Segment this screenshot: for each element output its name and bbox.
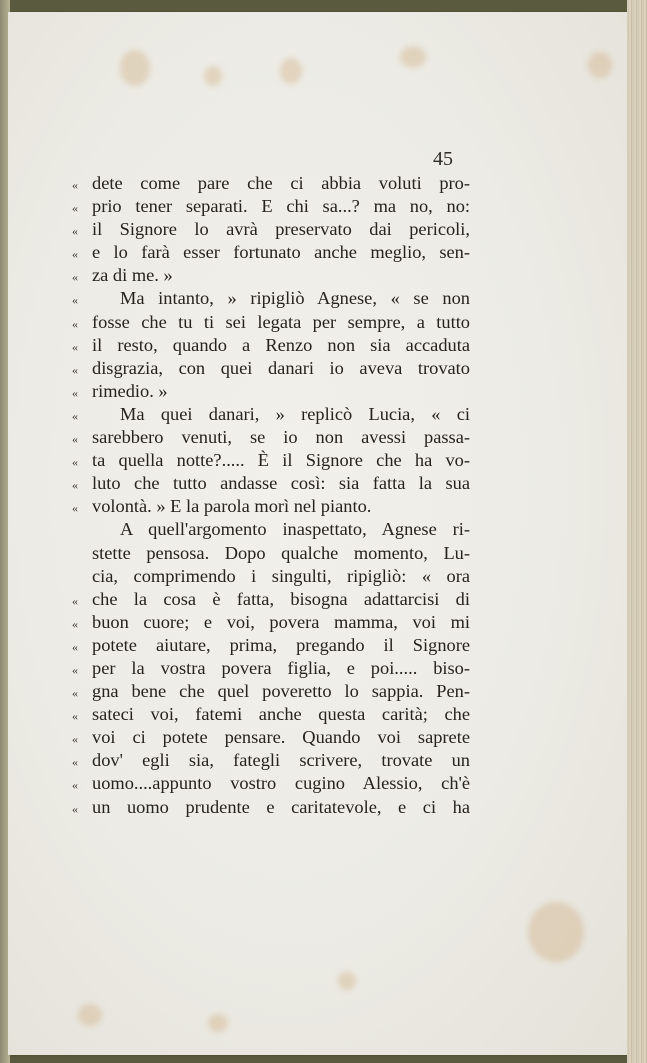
quote-marker: « [72, 270, 78, 285]
foxing-stain [400, 46, 426, 68]
text-line [72, 703, 470, 726]
line-text: A quell'argomento inaspettato, Agnese ri- [120, 519, 470, 540]
line-text: voi ci potete pensare. Quando voi saprete [92, 727, 470, 748]
line-text: Ma quei danari, » replicò Lucia, « ci [120, 403, 470, 424]
quote-marker: « [72, 247, 78, 262]
text-line [72, 472, 470, 495]
line-text: uomo....appunto vostro cugino Alessio, ch'è [92, 773, 470, 794]
page-edges [627, 0, 647, 1063]
line-text: rimedio. » [92, 380, 168, 401]
quote-marker: « [72, 316, 78, 331]
quote-marker: « [72, 339, 78, 354]
quote-marker: « [72, 755, 78, 770]
text-line [72, 565, 470, 588]
line-text: sateci voi, fatemi anche questa carità; che [92, 704, 470, 725]
foxing-stain [204, 66, 222, 86]
quote-marker: « [72, 501, 78, 516]
foxing-stain [78, 1004, 102, 1026]
text-line [72, 796, 470, 819]
foxing-stain [528, 902, 584, 962]
line-text: un uomo prudente e caritatevole, e ci ha [92, 796, 470, 817]
line-text: e lo farà esser fortunato anche meglio, sen- [92, 242, 470, 263]
text-line [72, 195, 470, 218]
line-text: ta quella notte?..... È il Signore che ha vo- [92, 450, 470, 471]
text-line [72, 772, 470, 795]
text-line [72, 611, 470, 634]
quote-marker: « [72, 455, 78, 470]
line-text: dov' egli sia, fategli scrivere, trovate un [92, 750, 470, 771]
quote-marker: « [72, 201, 78, 216]
text-line [72, 287, 470, 310]
quote-marker: « [72, 408, 78, 423]
foxing-stain [208, 1014, 228, 1032]
text-line [72, 749, 470, 772]
text-line [72, 634, 470, 657]
foxing-stain [280, 58, 302, 84]
text-line [72, 264, 470, 287]
foxing-stain [120, 50, 150, 86]
foxing-stain [588, 52, 612, 78]
quote-marker: « [72, 639, 78, 654]
text-line [72, 495, 470, 518]
line-text: buon cuore; e voi, povera mamma, voi mi [92, 611, 470, 632]
text-line [72, 218, 470, 241]
line-text: Ma intanto, » ripigliò Agnese, « se non [120, 288, 470, 309]
line-text: fosse che tu ti sei legata per sempre, a tutto [92, 311, 470, 332]
quote-marker: « [72, 432, 78, 447]
quote-marker: « [72, 686, 78, 701]
line-text: sarebbero venuti, se io non avessi passa- [92, 427, 470, 448]
quote-marker: « [72, 178, 78, 192]
line-text: il Signore lo avrà preservato dai pericoli, [92, 219, 470, 240]
page-number: 45 [433, 148, 453, 170]
quote-marker: « [72, 616, 78, 631]
line-text: za di me. » [92, 265, 173, 286]
text-line [72, 334, 470, 357]
line-text: prio tener separati. E chi sa...? ma no, no: [92, 196, 470, 217]
quote-marker: « [72, 801, 78, 816]
text-line [72, 357, 470, 380]
text-line [72, 680, 470, 703]
quote-marker: « [72, 662, 78, 677]
text-line [72, 588, 470, 611]
quote-marker: « [72, 362, 78, 377]
foxing-stain [338, 972, 356, 990]
text-line [72, 518, 470, 541]
text-line [72, 449, 470, 472]
text-line [72, 542, 470, 565]
quote-marker: « [72, 778, 78, 793]
body-text [72, 172, 470, 819]
text-line [72, 426, 470, 449]
line-text: che la cosa è fatta, bisogna adattarcisi di [92, 588, 470, 609]
text-line [72, 657, 470, 680]
line-text: dete come pare che ci abbia voluti pro- [92, 173, 470, 193]
quote-marker: « [72, 478, 78, 493]
text-line [72, 380, 470, 403]
quote-marker: « [72, 732, 78, 747]
quote-marker: « [72, 293, 78, 308]
text-line [72, 311, 470, 334]
line-text: luto che tutto andasse così: sia fatta la sua [92, 473, 470, 494]
quote-marker: « [72, 593, 78, 608]
line-text: il resto, quando a Renzo non sia accaduta [92, 334, 470, 355]
text-line [72, 403, 470, 426]
text-line [72, 172, 470, 195]
quote-marker: « [72, 709, 78, 724]
quote-marker: « [72, 224, 78, 239]
text-line [72, 241, 470, 264]
line-text: per la vostra povera figlia, e poi..... biso- [92, 657, 470, 678]
text-line [72, 726, 470, 749]
line-text: potete aiutare, prima, pregando il Signore [92, 634, 470, 655]
line-text: disgrazia, con quei danari io aveva trovato [92, 357, 470, 378]
quote-marker: « [72, 385, 78, 400]
line-text: volontà. » E la parola morì nel pianto. [92, 496, 372, 517]
line-text: gna bene che quel poveretto lo sappia. Pen- [92, 681, 470, 702]
line-text: stette pensosa. Dopo qualche momento, Lu- [92, 542, 470, 563]
line-text: cia, comprimendo i singulti, ripigliò: « ora [92, 565, 470, 586]
